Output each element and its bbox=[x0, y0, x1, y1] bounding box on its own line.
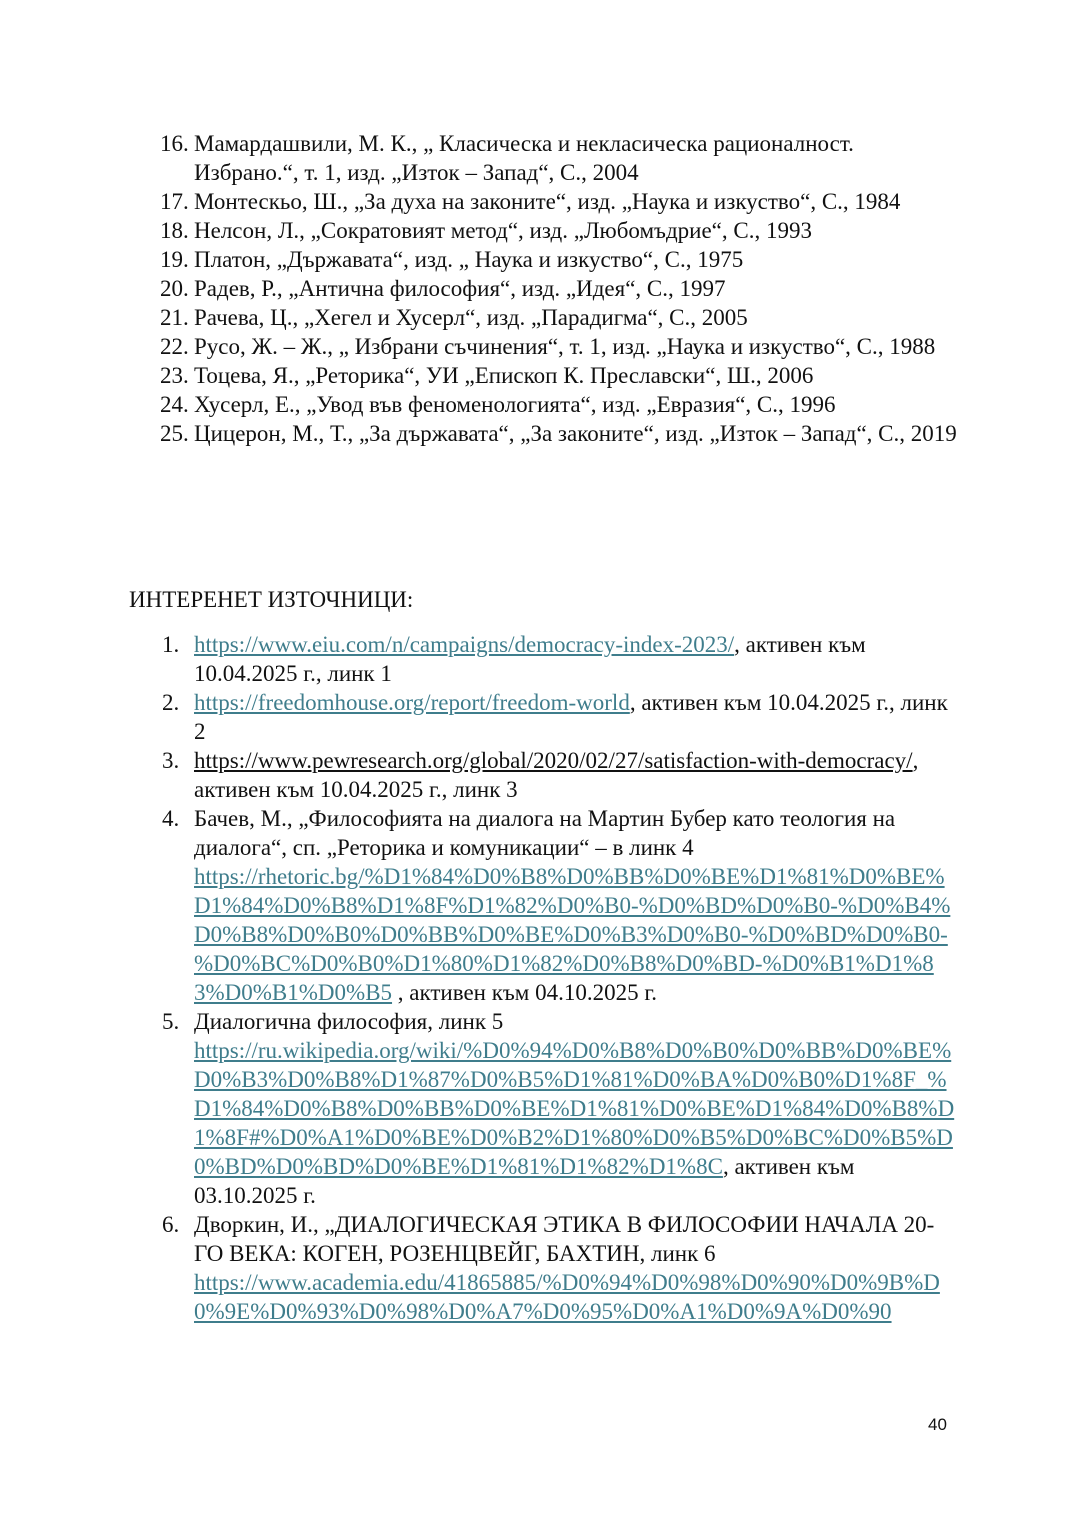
source-item bbox=[160, 1007, 960, 1210]
reference-number: 25. bbox=[160, 421, 189, 446]
reference-item bbox=[160, 187, 960, 216]
source-number: 4. bbox=[162, 806, 180, 831]
reference-item bbox=[160, 129, 960, 187]
reference-number: 21. bbox=[160, 305, 189, 330]
source-access-note: , активен към 10.04.2025 г., линк 1 bbox=[194, 632, 866, 686]
source-link[interactable]: https://www.eiu.com/n/campaigns/democracy-index-2023/ bbox=[194, 632, 735, 657]
source-item bbox=[160, 688, 960, 746]
source-link[interactable]: https://www.academia.edu/41865885/%D0%94%D0%98%D0%90%D0%9B%D0%9E%D0%93%D0%98%D0%A7%D0%95%D0%A1%D0%9A%D0%90 bbox=[194, 1270, 940, 1324]
reference-number: 17. bbox=[160, 189, 189, 214]
reference-text: Радев, Р., „Антична философия“, изд. „Идея“, С., 1997 bbox=[194, 276, 726, 301]
source-number: 5. bbox=[162, 1009, 180, 1034]
source-text: Диалогична философия, линк 5 bbox=[194, 1009, 504, 1034]
internet-sources-list bbox=[160, 630, 960, 1326]
source-link[interactable]: https://freedomhouse.org/report/freedom-world bbox=[194, 690, 630, 715]
reference-text: Русо, Ж. – Ж., „ Избрани съчинения“, т. 1, изд. „Наука и изкуство“, С., 1988 bbox=[194, 334, 936, 359]
reference-item bbox=[160, 332, 960, 361]
source-text: Бачев, М., „Философията на диалога на Мартин Бубер като теология на диалога“, сп. „Реторика и комуникации“ – в линк 4 bbox=[194, 806, 896, 860]
source-access-note: , активен към 10.04.2025 г., линк 2 bbox=[194, 690, 948, 744]
source-link[interactable]: https://www.pewresearch.org/global/2020/02/27/satisfaction-with-democracy/ bbox=[194, 748, 913, 773]
reference-number: 19. bbox=[160, 247, 189, 272]
reference-item bbox=[160, 245, 960, 274]
source-item bbox=[160, 804, 960, 1007]
page-number: 40 bbox=[928, 1415, 947, 1434]
reference-item bbox=[160, 216, 960, 245]
source-number: 6. bbox=[162, 1212, 180, 1237]
reference-number: 22. bbox=[160, 334, 189, 359]
reference-text: Цицерон, М., Т., „За държавата“, „За законите“, изд. „Изток – Запад“, С., 2019 bbox=[194, 421, 957, 446]
reference-item bbox=[160, 274, 960, 303]
reference-item bbox=[160, 419, 960, 448]
source-item bbox=[160, 1210, 960, 1326]
reference-number: 16. bbox=[160, 131, 189, 156]
reference-text: Нелсон, Л., „Сократовият метод“, изд. „Любомъдрие“, С., 1993 bbox=[194, 218, 812, 243]
reference-text: Мамардашвили, М. К., „ Класическа и некласическа рационалност. Избрано.“, т. 1, изд. „Изток – Запад“, С., 2004 bbox=[194, 131, 854, 185]
reference-number: 20. bbox=[160, 276, 189, 301]
reference-text: Монтескьо, Ш., „За духа на законите“, изд. „Наука и изкуство“, С., 1984 bbox=[194, 189, 901, 214]
reference-text: Тоцева, Я., „Реторика“, УИ „Епископ К. Преславски“, Ш., 2006 bbox=[194, 363, 814, 388]
reference-text: Платон, „Държавата“, изд. „ Наука и изкуство“, С., 1975 bbox=[194, 247, 744, 272]
reference-text: Рачева, Ц., „Хегел и Хусерл“, изд. „Парадигма“, С., 2005 bbox=[194, 305, 748, 330]
source-access-note: , активен към 04.10.2025 г. bbox=[392, 980, 657, 1005]
reference-item bbox=[160, 390, 960, 419]
source-link[interactable]: https://rhetoric.bg/%D1%84%D0%B8%D0%BB%D0%BE%D1%81%D0%BE%D1%84%D0%B8%D1%8F%D1%82%D0%B0-%D0%BD%D0%B0-%D0%B4%D0%B8%D0%B0%D0%BB%D0%BE%D0%B3%D0%B0-%D0%BD%D0%B0-%D0%BC%D0%B0%D1%80%D1%82%D0%B8%D0%BD-%D0%B1%D1%83%D0%B1%D0%B5 bbox=[194, 864, 951, 1005]
reference-number: 23. bbox=[160, 363, 189, 388]
source-number: 2. bbox=[162, 690, 180, 715]
source-item bbox=[160, 746, 960, 804]
source-access-note: , активен към 03.10.2025 г. bbox=[194, 1154, 855, 1208]
source-number: 3. bbox=[162, 748, 180, 773]
source-link[interactable]: https://ru.wikipedia.org/wiki/%D0%94%D0%B8%D0%B0%D0%BB%D0%BE%D0%B3%D0%B8%D1%87%D0%B5%D1%81%D0%BA%D0%B0%D1%8F_%D1%84%D0%B8%D0%BB%D0%BE%D1%81%D0%BE%D1%84%D0%B8%D1%8F#%D0%A1%D0%BE%D0%B2%D1%80%D0%B5%D0%BC%D0%B5%D0%BD%D0%BD%D0%BE%D1%81%D1%82%D1%8C bbox=[194, 1038, 955, 1179]
bibliography-list bbox=[160, 129, 960, 448]
internet-sources-heading: ИНТЕРЕНЕТ ИЗТОЧНИЦИ: bbox=[129, 587, 414, 612]
source-text: Дворкин, И., „ДИАЛОГИЧЕСКАЯ ЭТИКА В ФИЛОСОФИИ НАЧАЛА 20-ГО ВЕКА: КОГЕН, РОЗЕНЦВЕЙГ, БАХТИН, линк 6 bbox=[194, 1212, 935, 1266]
reference-number: 24. bbox=[160, 392, 189, 417]
source-number: 1. bbox=[162, 632, 180, 657]
reference-text: Хусерл, Е., „Увод във феноменологията“, изд. „Евразия“, С., 1996 bbox=[194, 392, 836, 417]
reference-item bbox=[160, 303, 960, 332]
reference-number: 18. bbox=[160, 218, 189, 243]
source-item bbox=[160, 630, 960, 688]
reference-item bbox=[160, 361, 960, 390]
source-access-note: , активен към 10.04.2025 г., линк 3 bbox=[194, 748, 919, 802]
